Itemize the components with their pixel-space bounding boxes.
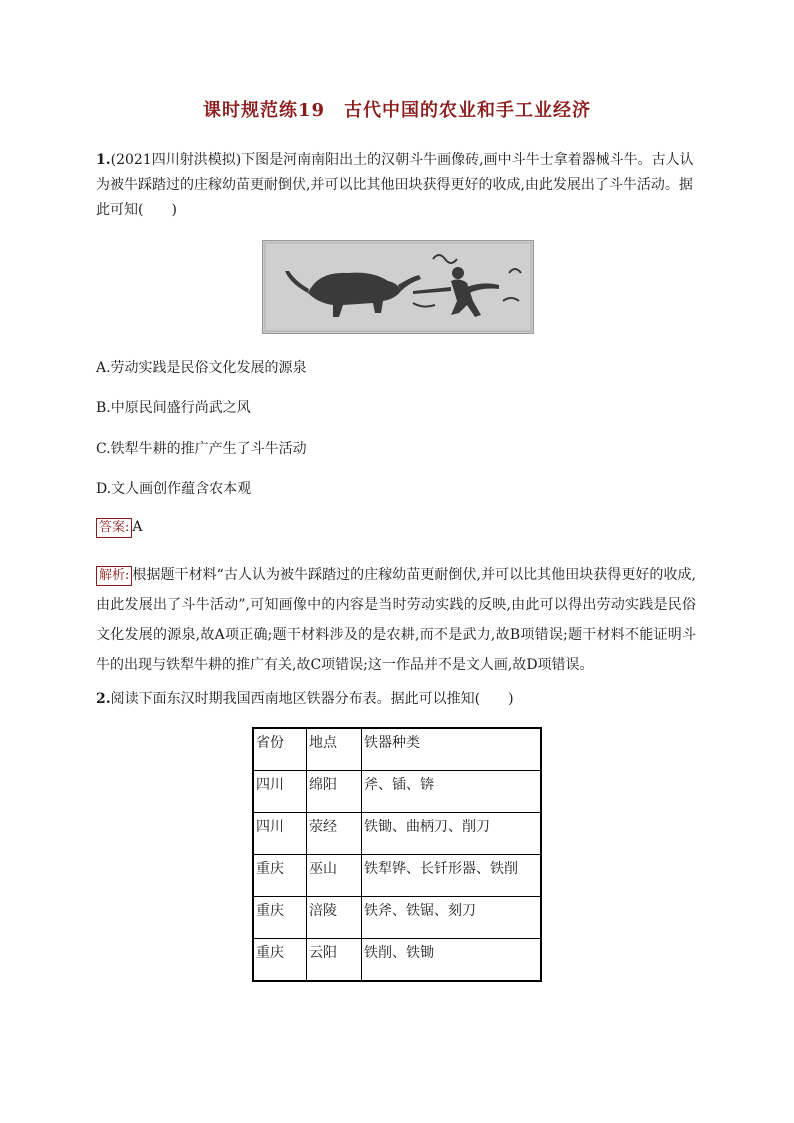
header-province: 省份 [253, 728, 307, 771]
cell-tool-types: 铁犁铧、长钎形器、铁削 [362, 855, 542, 897]
table-row [253, 813, 541, 855]
cell-province: 重庆 [253, 897, 307, 939]
table-row [253, 771, 541, 813]
question-2-number: 2. [96, 691, 111, 707]
cell-location: 云阳 [307, 939, 362, 982]
cell-tool-types: 斧、锸、锛 [362, 771, 542, 813]
table-row [253, 897, 541, 939]
option-b: B.中原民间盛行尚武之风 [96, 400, 251, 416]
cell-tool-types: 铁削、铁锄 [362, 939, 542, 982]
cell-tool-types: 铁斧、铁锯、刻刀 [362, 897, 542, 939]
option-d: D.文人画创作蕴含农本观 [96, 481, 252, 497]
cell-location: 绵阳 [307, 771, 362, 813]
cell-province: 四川 [253, 771, 307, 813]
option-c: C.铁犁牛耕的推广产生了斗牛活动 [96, 441, 307, 457]
cell-province: 重庆 [253, 855, 307, 897]
header-location: 地点 [307, 728, 362, 771]
cell-province: 四川 [253, 813, 307, 855]
question-1-text: (2021四川射洪模拟)下图是河南南阳出土的汉朝斗牛画像砖,画中斗牛士拿着器械斗牛。古人认为被牛踩踏过的庄稼幼苗更耐倒伏,并可以比其他田块获得更好的收成,由此发展出了斗牛活动。据此可知( ) [96, 152, 694, 218]
bullfight-illustration [263, 241, 533, 333]
answer-value: A [132, 519, 143, 535]
cell-location: 巫山 [307, 855, 362, 897]
header-tool-types: 铁器种类 [362, 728, 542, 771]
question-2-text: 阅读下面东汉时期我国西南地区铁器分布表。据此可以推知( ) [110, 691, 514, 707]
cell-tool-types: 铁锄、曲柄刀、削刀 [362, 813, 542, 855]
cell-location: 荥经 [307, 813, 362, 855]
answer-line [96, 518, 143, 538]
iron-tools-table [252, 727, 542, 982]
bullfight-brick-image [262, 240, 534, 334]
analysis-tag: 解析: [96, 566, 132, 586]
answer-tag: 答案: [96, 518, 132, 538]
option-a: A.劳动实践是民俗文化发展的源泉 [96, 360, 307, 376]
question-1-stem [96, 148, 706, 223]
table-row [253, 939, 541, 982]
question-1-number: 1. [96, 152, 111, 168]
analysis-text: 根据题干材料“古人认为被牛踩踏过的庄稼幼苗更耐倒伏,并可以比其他田块获得更好的收成,由此发展出了斗牛活动”,可知画像中的内容是当时劳动实践的反映,由此可以得出劳动实践是民俗文化发展的源泉,故A项正确;题干材料涉及的是农耕,而不是武力,故B项错误;题干材料不能证明斗牛的出现与铁犁牛耕的推广有关,故C项错误;这一作品并不是文人画,故D项错误。 [96, 567, 696, 673]
cell-location: 涪陵 [307, 897, 362, 939]
analysis-block [96, 560, 696, 680]
cell-province: 重庆 [253, 939, 307, 982]
page-title: 课时规范练19 古代中国的农业和手工业经济 [202, 100, 592, 121]
table-row [253, 855, 541, 897]
question-2-stem [96, 688, 514, 708]
table-header-row [253, 728, 541, 771]
